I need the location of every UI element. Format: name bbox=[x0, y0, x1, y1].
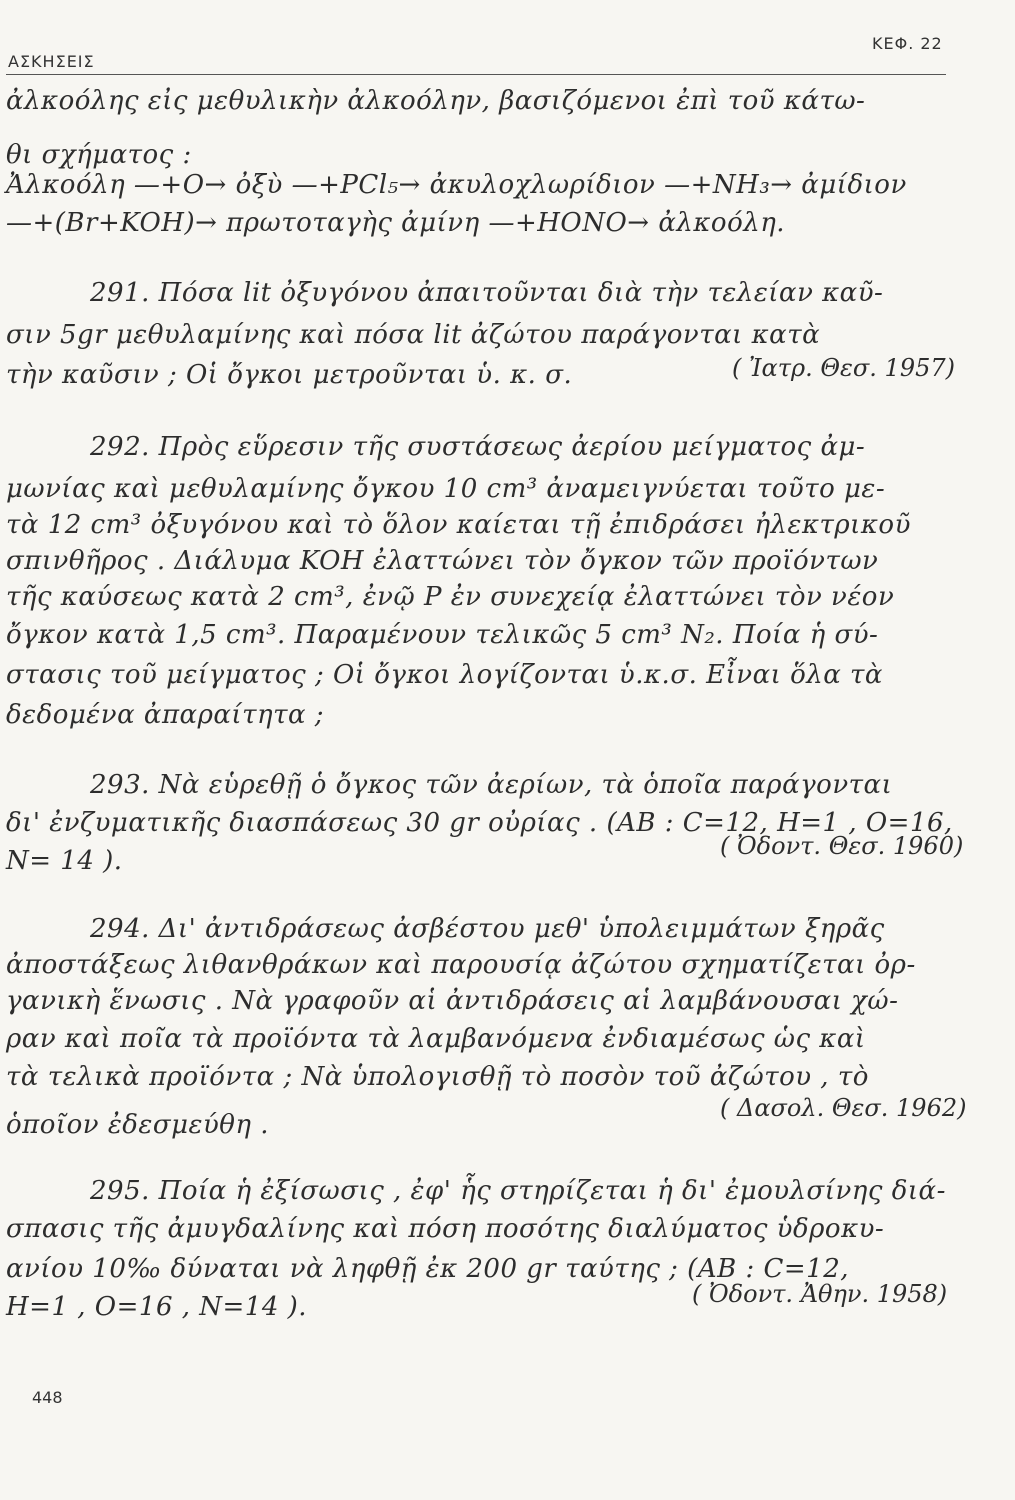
exercise-294-line: ὁποῖον ἐδεσμεύθη . bbox=[6, 1110, 270, 1140]
exercise-291-line: σιν 5gr μεθυλαμίνης καὶ πόσα lit ἀζώτου παράγονται κατὰ bbox=[6, 320, 821, 350]
exercise-293-line: 293. Νὰ εὑρεθῇ ὁ ὄγκος τῶν ἀερίων, τὰ ὁποῖα παράγονται bbox=[90, 770, 893, 800]
exercise-291-line: 291. Πόσα lit ὀξυγόνου ἀπαιτοῦνται διὰ τὴν τελείαν καῦ- bbox=[90, 278, 884, 308]
section-header: ΑΣΚΗΣΕΙΣ bbox=[8, 52, 95, 71]
exercise-291-line: τὴν καῦσιν ; Οἱ ὄγκοι μετροῦνται ὑ. κ. σ. bbox=[6, 360, 573, 390]
exercise-294-line: τὰ τελικὰ προϊόντα ; Νὰ ὑπολογισθῇ τὸ ποσὸν τοῦ ἀζώτου , τὸ bbox=[6, 1062, 869, 1092]
exercise-294-reference: ( Δασολ. Θεσ. 1962) bbox=[720, 1094, 967, 1122]
exercise-294-line: ραν καὶ ποῖα τὰ προϊόντα τὰ λαμβανόμενα ἐνδιαμέσως ὡς καὶ bbox=[6, 1024, 866, 1054]
exercise-294-line: γανικὴ ἕνωσις . Νὰ γραφοῦν αἱ ἀντιδράσεις αἱ λαμβάνουσαι χώ- bbox=[6, 986, 899, 1016]
exercise-295-reference: ( Ὀδοντ. Ἀθην. 1958) bbox=[692, 1280, 948, 1308]
intro-line: θι σχήματος : bbox=[6, 140, 192, 170]
reaction-scheme-line: —+(Br+KOH)→ πρωτοταγὴς ἀμίνη —+HONO→ ἀλκοόλη. bbox=[6, 208, 786, 238]
exercise-293-line: δι' ἐνζυματικῆς διασπάσεως 30 gr οὐρίας . (AB : C=12, H=1 , O=16, bbox=[6, 808, 953, 838]
exercise-292-line: 292. Πρὸς εὕρεσιν τῆς συστάσεως ἀερίου μείγματος ἀμ- bbox=[90, 432, 866, 462]
page-number: 448 bbox=[32, 1388, 63, 1407]
exercise-295-line: ανίου 10‰ δύναται νὰ ληφθῇ ἐκ 200 gr ταύτης ; (AB : C=12, bbox=[6, 1254, 850, 1284]
exercise-292-line: τῆς καύσεως κατὰ 2 cm³, ἐνῷ P ἐν συνεχείᾳ ἐλαττώνει τὸν νέον bbox=[6, 582, 895, 612]
exercise-291-reference: ( Ἰατρ. Θεσ. 1957) bbox=[732, 354, 955, 382]
exercise-293-line: N= 14 ). bbox=[6, 846, 123, 876]
exercise-292-line: σπινθῆρος . Διάλυμα KOH ἐλαττώνει τὸν ὄγκον τῶν προϊόντων bbox=[6, 546, 879, 576]
exercise-292-line: ὄγκον κατὰ 1,5 cm³. Παραμένουν τελικῶς 5 cm³ N₂. Ποία ἡ σύ- bbox=[6, 620, 879, 650]
exercise-294-line: ἀποστάξεως λιθανθράκων καὶ παρουσίᾳ ἀζώτου σχηματίζεται ὀρ- bbox=[6, 950, 916, 980]
exercise-292-line: τὰ 12 cm³ ὀξυγόνου καὶ τὸ ὅλον καίεται τῇ ἐπιδράσει ἠλεκτρικοῦ bbox=[6, 510, 911, 540]
reaction-scheme-line: Ἀλκοόλη —+O→ ὀξὺ —+PCl₅→ ἀκυλοχλωρίδιον —+NH₃→ ἀμίδιον bbox=[6, 170, 907, 200]
header-divider bbox=[6, 74, 946, 75]
exercise-292-line: στασις τοῦ μείγματος ; Οἱ ὄγκοι λογίζονται ὑ.κ.σ. Εἶναι ὅλα τὰ bbox=[6, 660, 883, 690]
exercise-295-line: 295. Ποία ἡ ἐξίσωσις , ἐφ' ἧς στηρίζεται ἡ δι' ἐμουλσίνης διά- bbox=[90, 1176, 946, 1206]
chapter-header: ΚΕΦ. 22 bbox=[872, 34, 943, 53]
exercise-292-line: μωνίας καὶ μεθυλαμίνης ὄγκου 10 cm³ ἀναμειγνύεται τοῦτο με- bbox=[6, 474, 886, 504]
exercise-295-line: σπασις τῆς ἀμυγδαλίνης καὶ πόση ποσότης διαλύματος ὑδροκυ- bbox=[6, 1214, 885, 1244]
intro-line: ἀλκοόλης εἰς μεθυλικὴν ἀλκοόλην, βασιζόμενοι ἐπὶ τοῦ κάτω- bbox=[6, 86, 866, 116]
exercise-292-line: δεδομένα ἀπαραίτητα ; bbox=[6, 700, 325, 730]
exercise-295-line: H=1 , O=16 , N=14 ). bbox=[6, 1292, 308, 1322]
exercise-294-line: 294. Δι' ἀντιδράσεως ἀσβέστου μεθ' ὑπολειμμάτων ξηρᾶς bbox=[90, 914, 885, 944]
exercise-293-reference: ( Ὀδοντ. Θεσ. 1960) bbox=[720, 832, 964, 860]
